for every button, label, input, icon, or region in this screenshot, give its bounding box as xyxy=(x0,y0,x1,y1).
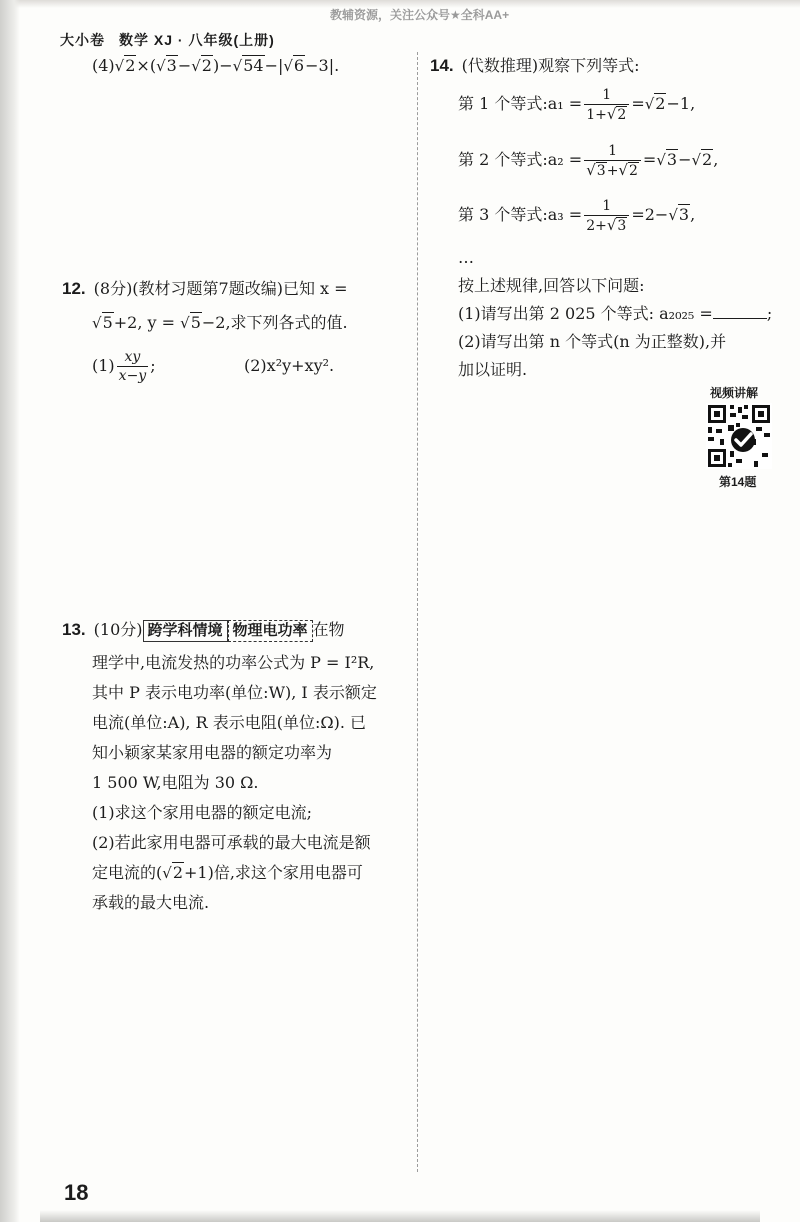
q12-part1: (1) $\frac{xy}{x-y}$ ; xyxy=(92,349,156,384)
fraction: $\frac{1}{√3+√2}$ xyxy=(584,142,641,180)
scan-edge-left xyxy=(0,0,20,1222)
tag-interdisciplinary: 跨学科情境 xyxy=(143,620,228,642)
q13-line1: 13. (10分) 跨学科情境 物理电功率 在物 xyxy=(62,620,345,642)
q14-part1: (1)请写出第 2 025 个等式: a₂₀₂₅ = ; xyxy=(458,304,773,323)
sqrt: √54 xyxy=(232,56,264,75)
q12-line2: √5+2, y = √5−2,求下列各式的值. xyxy=(92,313,348,332)
sqrt: √3 xyxy=(668,205,690,224)
q14-ellipsis: … xyxy=(458,248,474,267)
sqrt: √6 xyxy=(283,56,305,75)
scan-edge-bottom xyxy=(40,1210,760,1222)
question-number: 14. xyxy=(430,56,454,75)
q14-eq3: 第 3 个等式:a₃ = $\frac{1}{2+√3}$ =2−√3, xyxy=(458,197,696,234)
question-number: 13. xyxy=(62,620,86,639)
q13-line8: (2)若此家用电器可承载的最大电流是额 xyxy=(92,833,371,852)
sqrt: √2 xyxy=(191,56,212,75)
sqrt: √5 xyxy=(92,313,113,332)
q14-eq2: 第 2 个等式:a₂ = $\frac{1}{√3+√2}$ =√3−√2, xyxy=(458,142,719,179)
q14-part2-cont: 加以证明. xyxy=(458,360,528,379)
q12-part2: (2)x²y+xy². xyxy=(244,356,335,375)
question-number: 12. xyxy=(62,279,86,298)
q13-line10: 承载的最大电流. xyxy=(92,893,210,912)
tag-physics-power: 物理电功率 xyxy=(228,620,313,642)
sqrt: √2 xyxy=(162,863,183,882)
q11-part4: (4)√2×(√3−√2)−√54−|√6−3|. xyxy=(92,56,340,75)
fraction: $\frac{xy}{x-y}$ xyxy=(118,349,147,384)
subject-label: 数学 XJ · 八年级(上册) xyxy=(119,32,275,48)
q14-part2: (2)请写出第 n 个等式(n 为正整数),并 xyxy=(458,332,727,351)
q13-line6: 1 500 W,电阻为 30 Ω. xyxy=(92,773,259,792)
q13-line4: 电流(单位:A), R 表示电阻(单位:Ω). 已 xyxy=(92,713,367,732)
fraction: $\frac{1}{1+√2}$ xyxy=(584,86,629,124)
sqrt: √5 xyxy=(180,313,201,332)
sqrt: √2 xyxy=(691,150,713,169)
series-name: 大小卷 xyxy=(60,32,105,48)
page-number: 18 xyxy=(64,1180,89,1205)
q14-instruction: 按上述规律,回答以下问题: xyxy=(458,276,645,295)
qr-code-icon[interactable] xyxy=(706,403,772,469)
page-header xyxy=(60,30,275,50)
q13-line9: 定电流的(√2+1)倍,求这个家用电器可 xyxy=(92,863,363,882)
q13-line2: 理学中,电流发热的功率公式为 P = I²R, xyxy=(92,653,375,672)
column-divider xyxy=(417,52,418,1172)
q12-line1: 12. (8分)(教材习题第7题改编)已知 x = xyxy=(62,279,348,298)
video-label: 视频讲解 xyxy=(710,386,759,400)
answer-blank[interactable] xyxy=(713,304,767,319)
video-caption: 第14题 xyxy=(719,475,757,489)
sqrt: √3 xyxy=(156,56,177,75)
fraction: $\frac{1}{2+√3}$ xyxy=(584,197,629,235)
sqrt: √2 xyxy=(114,56,136,75)
sqrt: √3 xyxy=(656,150,678,169)
q13-line5: 知小颖家某家用电器的额定功率为 xyxy=(92,743,333,762)
watermark: 教辅资源，关注公众号★全科AA+ xyxy=(330,8,510,22)
q14-eq1: 第 1 个等式:a₁ = $\frac{1}{1+√2}$ =√2−1, xyxy=(458,86,696,123)
q14-heading: 14. (代数推理)观察下列等式: xyxy=(430,56,640,75)
q13-line7: (1)求这个家用电器的额定电流; xyxy=(92,803,313,822)
sqrt: √2 xyxy=(644,94,666,113)
q13-line3: 其中 P 表示电功率(单位:W), I 表示额定 xyxy=(92,683,377,702)
